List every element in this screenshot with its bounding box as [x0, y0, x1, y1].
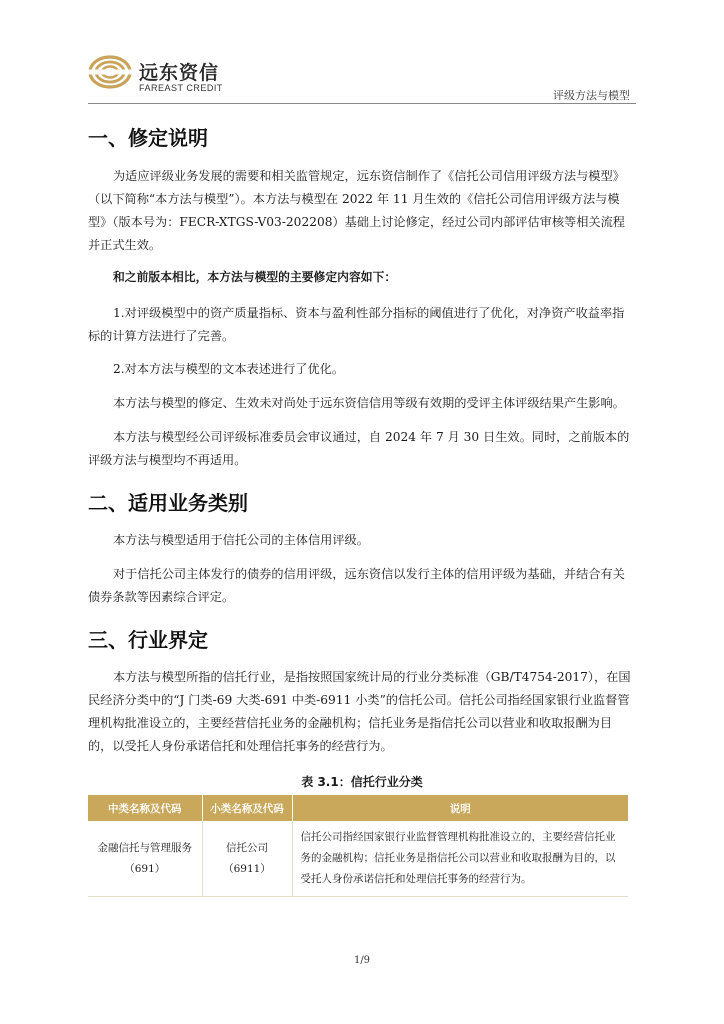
fareast-credit-logo — [88, 52, 238, 96]
header-divider — [88, 103, 636, 104]
section-2-paragraph-2: 对于信托公司主体发行的债券的信用评级，远东资信以发行主体的信用评级为基础，并结合有关债券条款等因素综合评定。 — [88, 567, 625, 604]
table-row — [88, 821, 628, 897]
table-header-row — [88, 795, 628, 821]
trust-industry-classification-table — [88, 795, 628, 897]
logo-mark-icon — [88, 52, 136, 92]
section-2-heading: 二、适用业务类别 — [88, 491, 248, 515]
section-1-revision-item-1: 1.对评级模型中的资产质量指标、资本与盈利性部分指标的阈值进行了优化，对净资产收益率指标的计算方法进行了完善。 — [88, 306, 625, 343]
section-1-revision-item-2: 2.对本方法与模型的文本表述进行了优化。 — [113, 362, 345, 376]
section-1-heading: 一、修定说明 — [88, 126, 208, 150]
column-header-small-class: 小类名称及代码 — [202, 795, 292, 821]
document-title: 评级方法与模型 — [553, 89, 630, 102]
cell-description: 信托公司指经国家银行业监督管理机构批准设立的，主要经营信托业务的金融机构；信托业务是指信托公司以营业和收取报酬为目的，以受托人身份承诺信托和处理信托事务的经营行为。 — [292, 821, 628, 897]
column-header-description: 说明 — [292, 795, 628, 821]
section-3-heading: 三、行业界定 — [88, 628, 208, 652]
brand-name-cn: 远东资信 — [139, 62, 220, 84]
cell-small-class-code: （6911） — [223, 862, 271, 875]
section-2-paragraph-1: 本方法与模型适用于信托公司的主体信用评级。 — [113, 533, 369, 547]
cell-small-class — [202, 821, 292, 897]
section-1-paragraph-effective: 本方法与模型经公司评级标准委员会审议通过，自 2024 年 7 月 30 日生效。同时，之前版本的评级方法与模型均不再适用。 — [88, 430, 630, 467]
section-1-revision-intro: 和之前版本相比，本方法与模型的主要修定内容如下： — [113, 270, 397, 284]
column-header-mid-class: 中类名称及代码 — [88, 795, 202, 821]
section-3-paragraph-1: 本方法与模型所指的信托行业，是指按照国家统计局的行业分类标准（GB/T4754-2017），在国民经济分类中的“J 门类-69 大类-691 中类-6911 小类”的信托公司。信托公司指经国家银行业监督管理机构批准设立的，主要经营信托业务的金融机构；信托业务是指信托公司以营业和收取报酬为目的，以受托人身份承诺信托和处理信托事务的经营行为。 — [88, 670, 631, 753]
section-1-paragraph-impact: 本方法与模型的修定、生效未对尚处于远东资信信用等级有效期的受评主体评级结果产生影响。 — [113, 396, 625, 410]
section-1-paragraph-1: 为适应评级业务发展的需要和相关监管规定，远东资信制作了《信托公司信用评级方法与模型》（以下简称“本方法与模型”）。本方法与模型在 2022 年 11 月生效的《信托公司信用评级方法与模型》（版本号为：FECR-XTGS-V03-202208）基础上讨论修定，经过公司内部评估审核等相关流程并正式生效。 — [88, 169, 625, 252]
cell-mid-class: 金融信托与管理服务（691） — [88, 821, 202, 897]
page-number: 1/9 — [353, 955, 371, 966]
cell-small-class-name: 信托公司 — [226, 841, 268, 854]
table-caption: 表 3.1：信托行业分类 — [301, 775, 423, 789]
brand-name-en: FAREAST CREDIT — [139, 83, 223, 93]
